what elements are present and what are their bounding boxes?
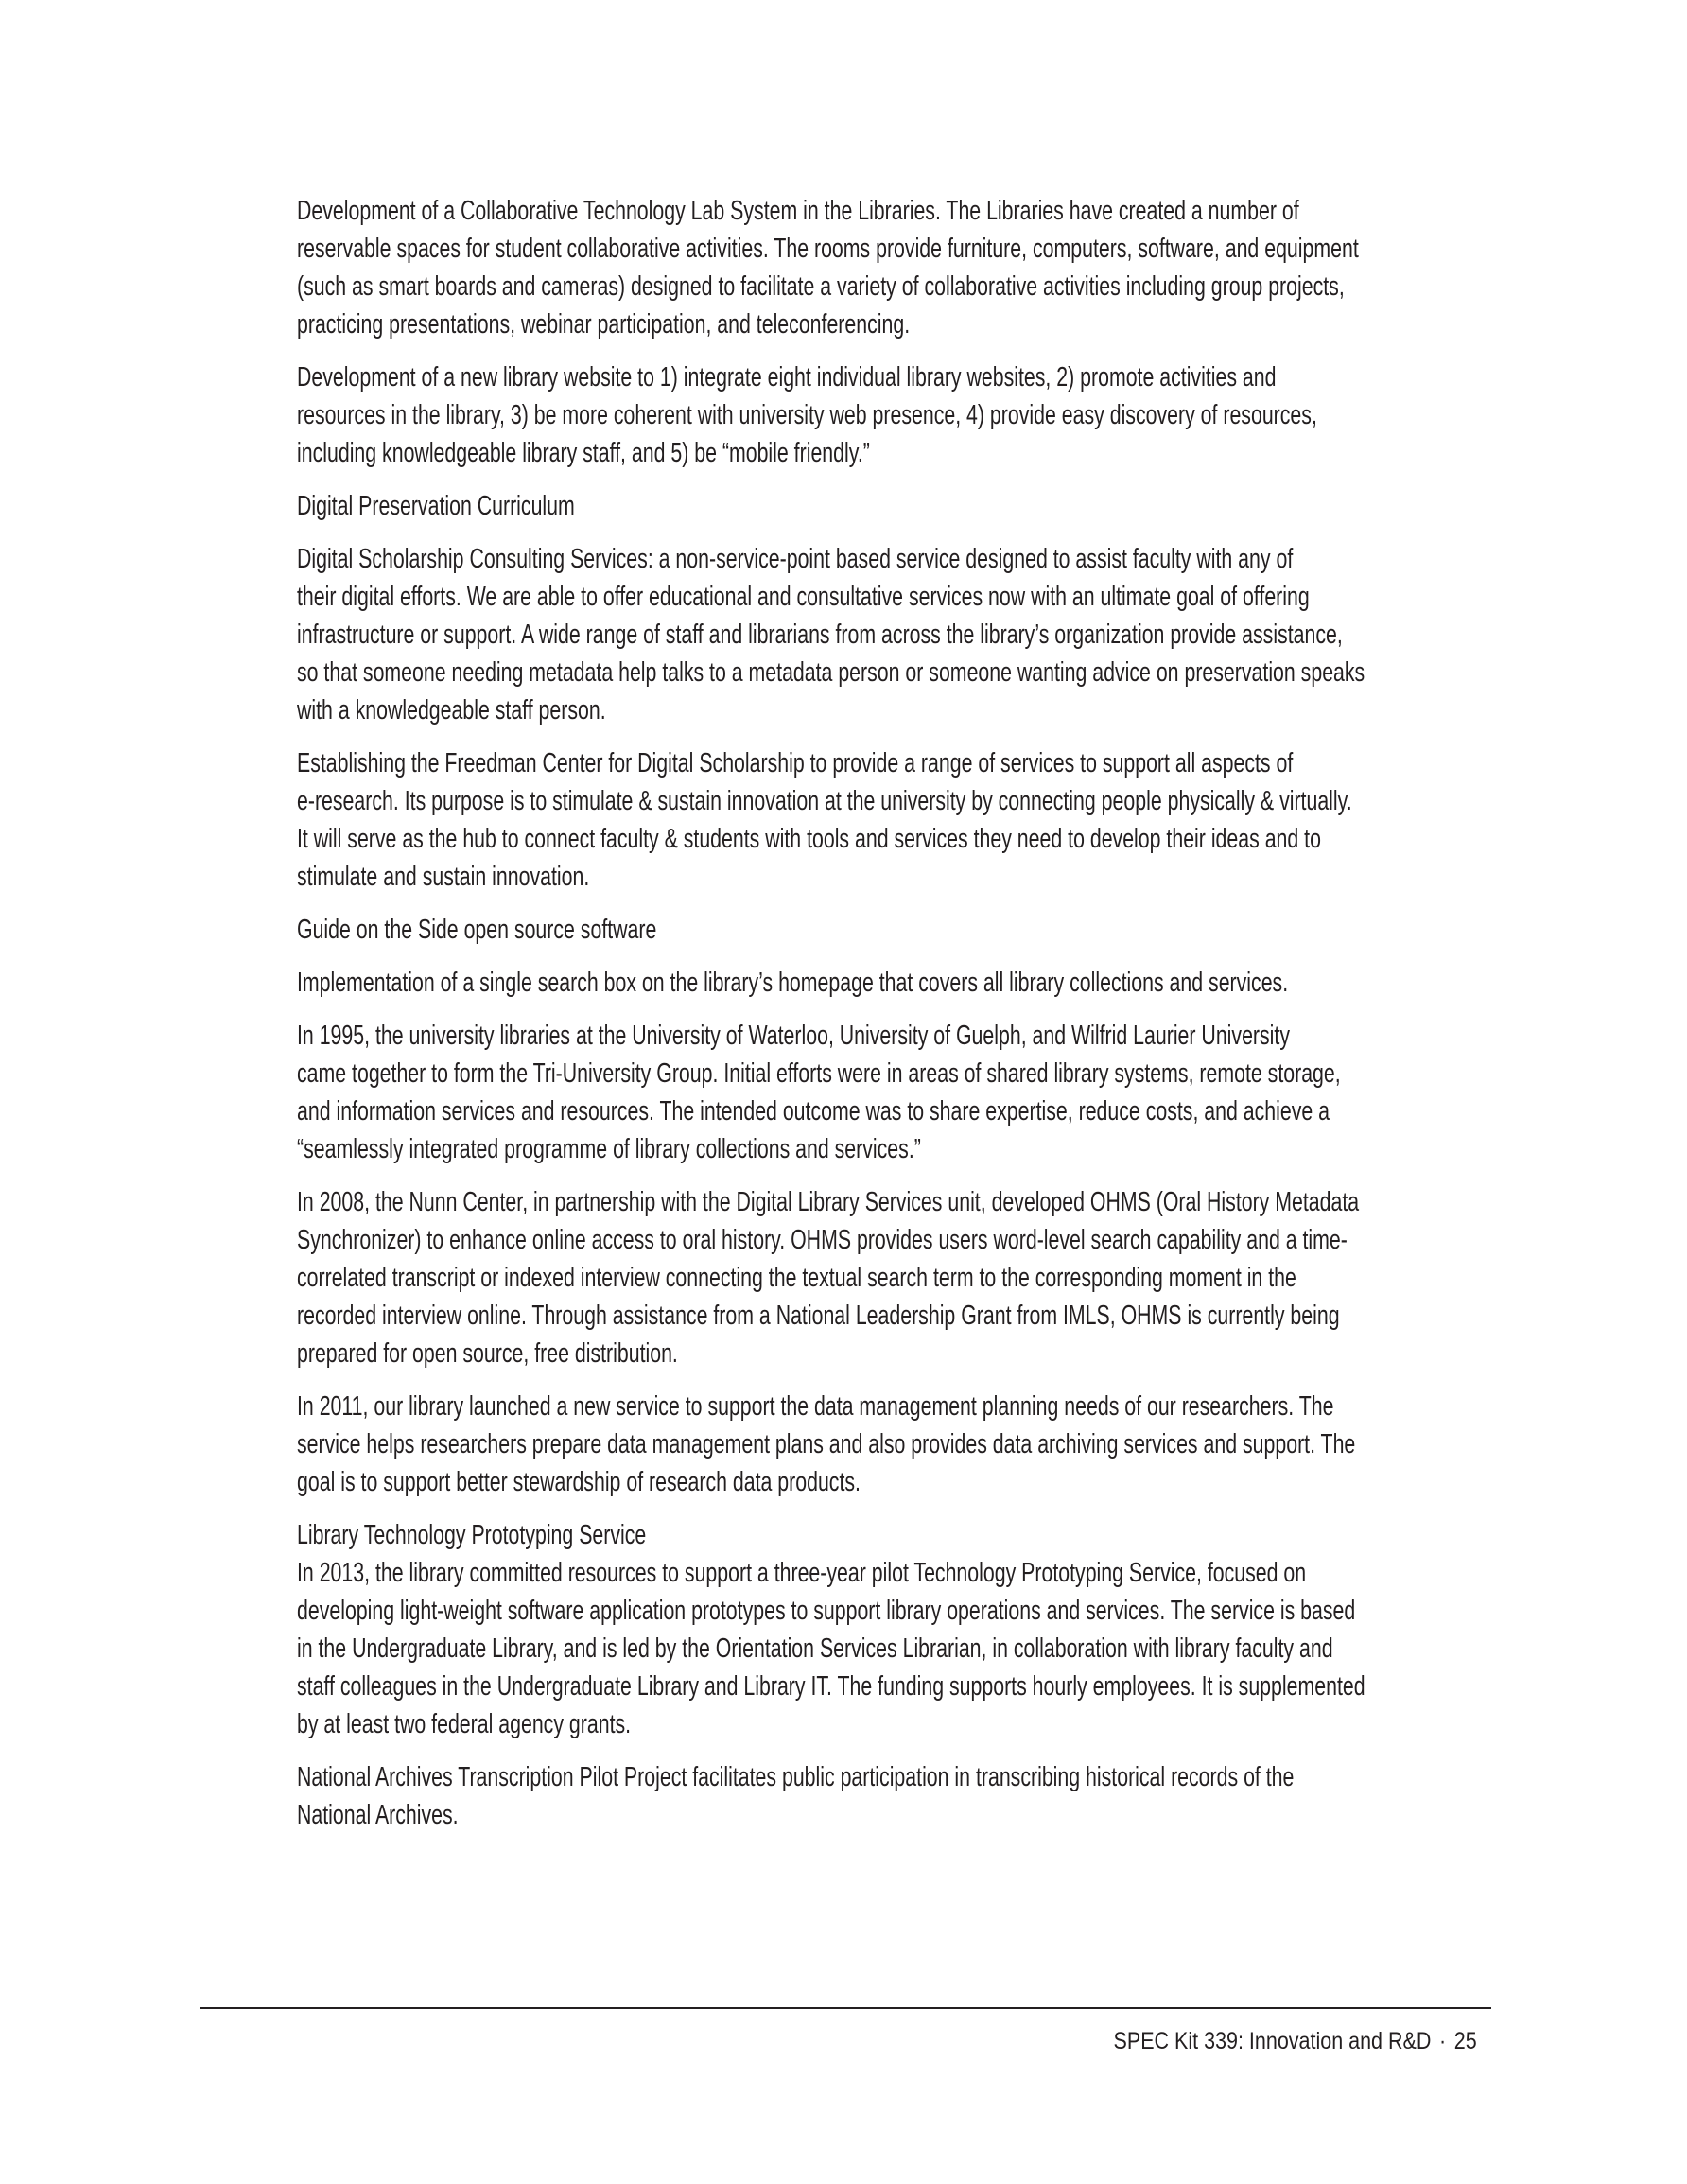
text-line: Digital Scholarship Consulting Services: a non-service-point based service designed to assist faculty with any of (297, 544, 1294, 574)
paragraph (297, 1516, 1526, 1743)
footer-rule (200, 2007, 1491, 2009)
text-line: Development of a new library website to 1) integrate eight individual library websites, 2) promote activities and (297, 362, 1277, 393)
paragraph (297, 540, 1526, 729)
page-footer (1114, 2026, 1477, 2056)
paragraph (297, 1388, 1526, 1501)
body-text (297, 192, 1526, 1849)
text-line: came together to form the Tri-University Group. Initial efforts were in areas of shared library systems, remote storage, (297, 1058, 1341, 1089)
text-line: by at least two federal agency grants. (297, 1709, 632, 1739)
text-line: prepared for open source, free distribution. (297, 1338, 678, 1369)
text-line: stimulate and sustain innovation. (297, 862, 590, 892)
text-line: so that someone needing metadata help talks to a metadata person or someone wanting advice on preservation speaks (297, 657, 1365, 688)
text-line: Establishing the Freedman Center for Digital Scholarship to provide a range of services to support all aspects of (297, 748, 1294, 778)
text-line: National Archives. (297, 1800, 459, 1830)
text-line: with a knowledgeable staff person. (297, 695, 606, 725)
text-line: Implementation of a single search box on the library’s homepage that covers all library collections and services. (297, 968, 1289, 998)
text-line: goal is to support better stewardship of research data products. (297, 1467, 861, 1497)
paragraph (297, 192, 1526, 343)
paragraph (297, 911, 1526, 949)
paragraph (297, 964, 1526, 1002)
paragraph (297, 1758, 1526, 1834)
text-line: Synchronizer) to enhance online access to oral history. OHMS provides users word-level search capability and a time- (297, 1225, 1348, 1255)
paragraph (297, 358, 1526, 472)
text-line: In 2013, the library committed resources to support a three-year pilot Technology Prototyping Service, focused on (297, 1558, 1307, 1588)
text-line: In 2011, our library launched a new service to support the data management planning needs of our researchers. The (297, 1391, 1334, 1422)
footer-separator: · (1439, 2028, 1447, 2054)
paragraph (297, 487, 1526, 525)
text-line: including knowledgeable library staff, and 5) be “mobile friendly.” (297, 438, 870, 468)
text-line: In 2008, the Nunn Center, in partnership with the Digital Library Services unit, developed OHMS (Oral History Metadata (297, 1187, 1360, 1217)
text-line: Digital Preservation Curriculum (297, 491, 575, 521)
text-line: reservable spaces for student collaborative activities. The rooms provide furniture, computers, software, and equipment (297, 234, 1359, 264)
text-line: and information services and resources. The intended outcome was to share expertise, reduce costs, and achieve a (297, 1096, 1330, 1127)
text-line: In 1995, the university libraries at the University of Waterloo, University of Guelph, and Wilfrid Laurier University (297, 1021, 1290, 1051)
text-line: practicing presentations, webinar participation, and teleconferencing. (297, 309, 911, 340)
paragraph (297, 744, 1526, 896)
text-line: staff colleagues in the Undergraduate Library and Library IT. The funding supports hourly employees. It is supplemented (297, 1671, 1365, 1702)
text-line: resources in the library, 3) be more coherent with university web presence, 4) provide easy discovery of resources, (297, 400, 1317, 430)
text-line: e-research. Its purpose is to stimulate & sustain innovation at the university by connecting people physically & virtually. (297, 786, 1352, 816)
text-line: Library Technology Prototyping Service (297, 1520, 647, 1550)
text-line: infrastructure or support. A wide range of staff and librarians from across the library’s organization provide assistance, (297, 620, 1343, 650)
text-line: their digital efforts. We are able to offer educational and consultative services now with an ultimate goal of offering (297, 582, 1310, 612)
text-line: service helps researchers prepare data management plans and also provides data archiving services and support. The (297, 1429, 1356, 1459)
text-line: developing light-weight software application prototypes to support library operations and services. The service is based (297, 1596, 1356, 1626)
text-line: “seamlessly integrated programme of library collections and services.” (297, 1134, 921, 1164)
text-line: National Archives Transcription Pilot Project facilitates public participation in transcribing historical records of the (297, 1762, 1295, 1792)
text-line: correlated transcript or indexed interview connecting the textual search term to the corresponding moment in the (297, 1263, 1296, 1293)
paragraph (297, 1183, 1526, 1372)
text-line: (such as smart boards and cameras) designed to facilitate a variety of collaborative activities including group projects, (297, 271, 1345, 302)
footer-title: SPEC Kit 339: Innovation and R&D (1113, 2028, 1432, 2054)
text-line: recorded interview online. Through assistance from a National Leadership Grant from IMLS, OHMS is currently being (297, 1301, 1340, 1331)
text-line: in the Undergraduate Library, and is led by the Orientation Services Librarian, in collaboration with library faculty and (297, 1634, 1333, 1664)
text-line: It will serve as the hub to connect faculty & students with tools and services they need to develop their ideas and to (297, 824, 1321, 854)
page-number: 25 (1454, 2028, 1477, 2054)
text-line: Guide on the Side open source software (297, 915, 657, 945)
paragraph (297, 1017, 1526, 1168)
text-line: Development of a Collaborative Technology Lab System in the Libraries. The Libraries have created a number of (297, 196, 1299, 226)
